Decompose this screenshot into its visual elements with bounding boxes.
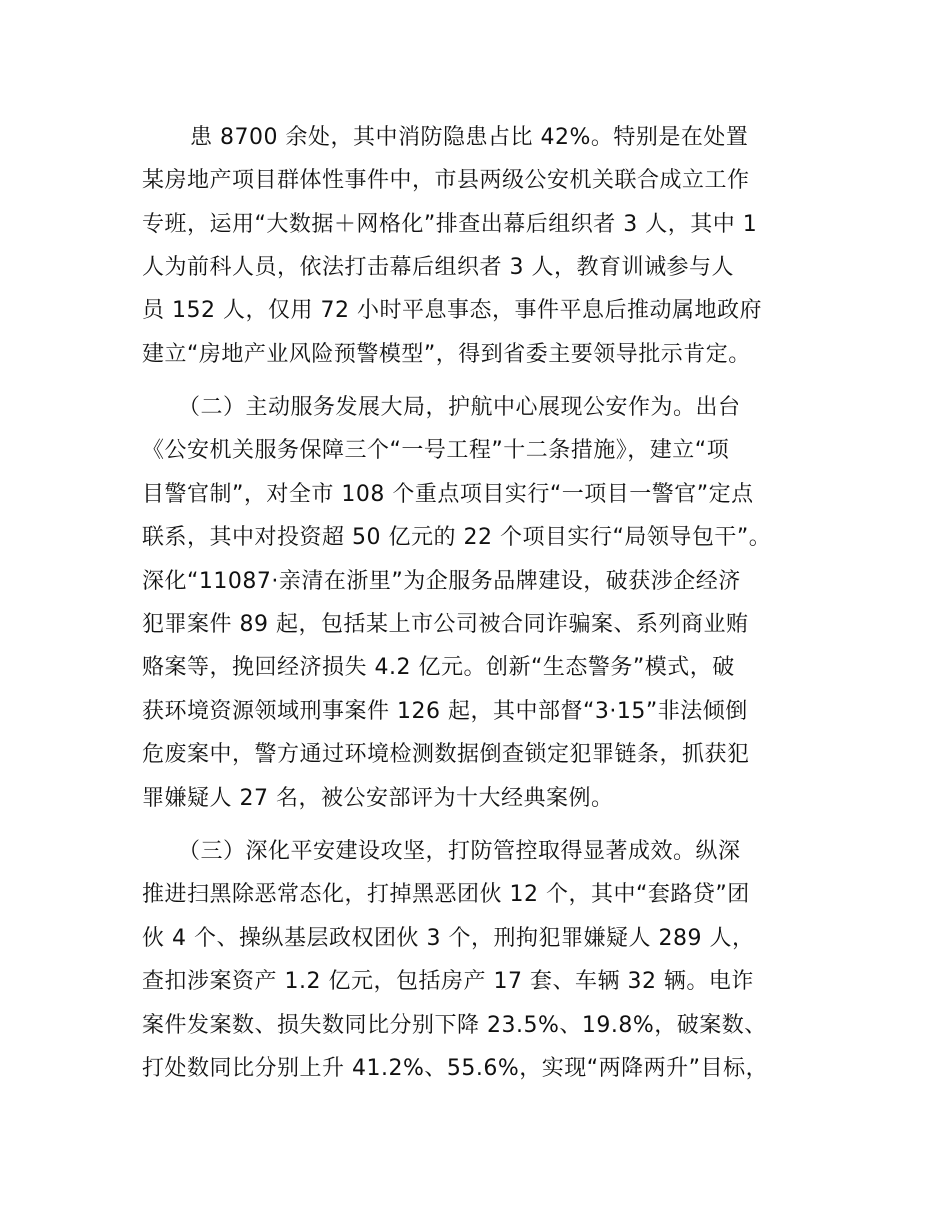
body-text-line: 目警官制”，对全市 108 个重点项目实行“一项目一警官”定点: [142, 482, 754, 507]
body-text-line: 人为前科人员，依法打击幕后组织者 3 人，教育训诫参与人: [142, 255, 734, 280]
body-text-line: 伙 4 个、操纵基层政权团伙 3 个，刑拘犯罪嫌疑人 289 人，: [142, 926, 755, 951]
body-text-line: 患 8700 余处，其中消防隐患占比 42%。特别是在处置: [190, 125, 749, 150]
body-text-line: 案件发案数、损失数同比分别下降 23.5%、19.8%，破案数、: [142, 1013, 767, 1038]
section-heading-line: （二）主动服务发展大局，护航中心展现公安作为。出台: [178, 395, 741, 420]
body-text-line: 查扣涉案资产 1.2 亿元，包括房产 17 套、车辆 32 辆。电诈: [142, 969, 754, 994]
body-text-line: 赂案等，挽回经济损失 4.2 亿元。创新“生态警务”模式，破: [142, 655, 735, 680]
body-text-line: 危废案中，警方通过环境检测数据倒查锁定犯罪链条，抓获犯: [142, 742, 750, 767]
body-text-line: 犯罪案件 89 起，包括某上市公司被合同诈骗案、系列商业贿: [142, 612, 749, 637]
section-heading-line: （三）深化平安建设攻坚，打防管控取得显著成效。纵深: [178, 839, 741, 864]
body-text-line: 推进扫黑除恶常态化，打掉黑恶团伙 12 个，其中“套路贷”团: [142, 882, 750, 907]
body-text-line: 员 152 人，仅用 72 小时平息事态，事件平息后推动属地政府: [142, 298, 762, 323]
body-text-line: 罪嫌疑人 27 名，被公安部评为十大经典案例。: [142, 786, 614, 811]
body-text-line: 专班，运用“大数据＋网格化”排查出幕后组织者 3 人，其中 1: [142, 212, 758, 237]
body-text-line: 某房地产项目群体性事件中，市县两级公安机关联合成立工作: [142, 168, 750, 193]
body-text-line: 获环境资源领域刑事案件 126 起，其中部督“3·15”非法倾倒: [142, 699, 748, 724]
body-text-line: 建立“房地产业风险预警模型”，得到省委主要领导批示肯定。: [142, 342, 751, 367]
body-text-line: 联系，其中对投资超 50 亿元的 22 个项目实行“局领导包干”。: [142, 525, 772, 550]
body-text-line: 《公安机关服务保障三个“一号工程”十二条措施》，建立“项: [142, 438, 730, 463]
body-text-line: 深化“11087·亲清在浙里”为企服务品牌建设，破获涉企经济: [142, 569, 741, 594]
body-text-line: 打处数同比分别上升 41.2%、55.6%，实现“两降两升”目标，: [142, 1056, 769, 1081]
